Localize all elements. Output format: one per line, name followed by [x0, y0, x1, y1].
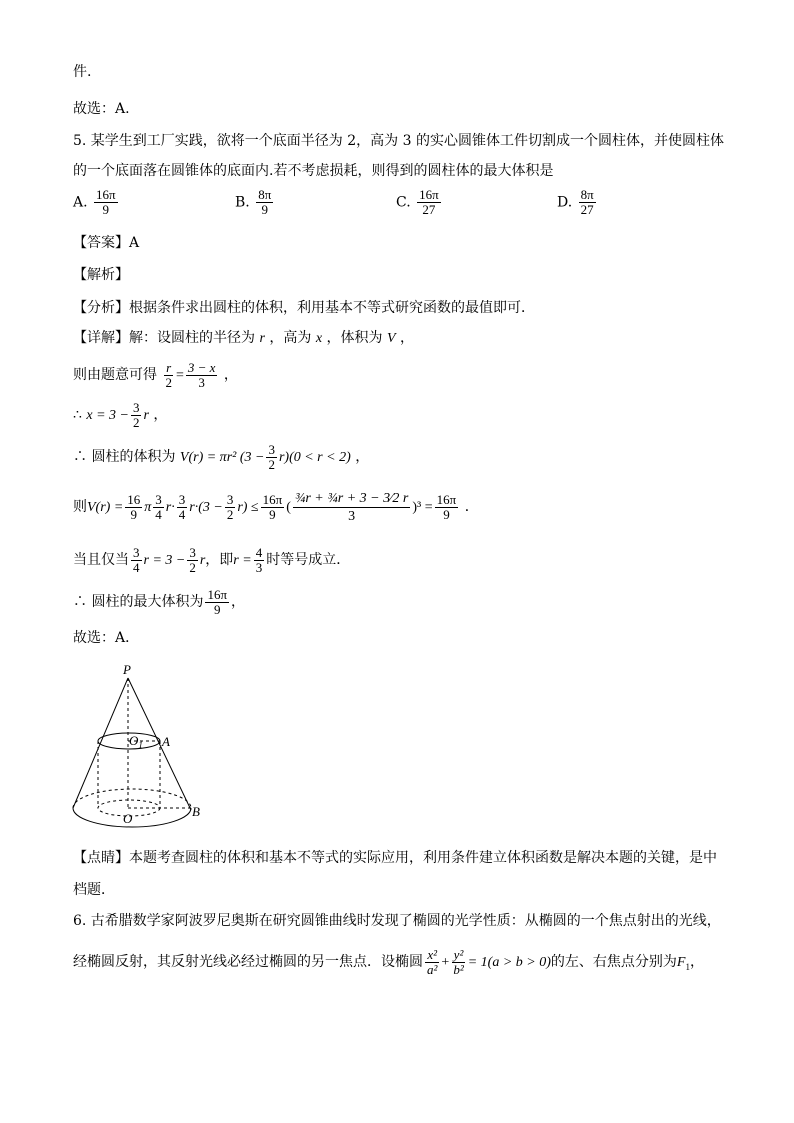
label-O1 [129, 733, 143, 750]
fraction [225, 493, 236, 522]
numerator: x² [427, 946, 438, 962]
question-5-line-1: 5. 某学生到工厂实践，欲将一个底面半径为 2，高为 3 的实心圆锥体工件切割成一个圆柱体，并使圆柱体 [73, 133, 724, 149]
text: ， [153, 407, 168, 423]
numerator: 4 [255, 544, 263, 560]
text: 经椭圆反射，其反射光线必经过椭圆的另一焦点．设椭圆 [73, 954, 423, 970]
text: ，高为 [269, 330, 312, 346]
denominator: 3 [348, 508, 356, 524]
numerator: 3 [155, 491, 162, 507]
cone-cylinder-figure [66, 660, 216, 835]
text: 时等号成立． [266, 552, 351, 568]
label-O: O [123, 811, 133, 826]
math-var: V [386, 331, 396, 346]
numerator: ¾r + ¾r + 3 − 3⁄2 r [294, 490, 409, 506]
denominator: 4 [178, 506, 186, 522]
fraction [131, 546, 142, 575]
numerator: 16 [127, 491, 141, 507]
denominator: a² [427, 961, 438, 977]
numerator: 8π [258, 187, 272, 202]
math-symbol: + [441, 955, 450, 970]
remark-line-1: 【点睛】本题考查圆柱的体积和基本不等式的实际应用，利用条件建立体积函数是解决本题的关键，是中 [73, 850, 717, 866]
text: 则由题意可得 [73, 367, 157, 383]
fraction [266, 443, 277, 472]
numerator: 16π [96, 187, 116, 202]
step-5 [73, 543, 350, 578]
math-expr: r·(3 − [189, 500, 223, 515]
math-var: r [143, 408, 149, 423]
fraction [125, 493, 142, 522]
denominator: 9 [443, 506, 450, 522]
denominator: 2 [268, 456, 275, 472]
detail-line [73, 328, 414, 349]
option-d [557, 188, 598, 217]
fraction [254, 546, 265, 575]
denominator: 2 [226, 506, 234, 522]
math-var: r [199, 553, 206, 568]
option-fraction [417, 188, 441, 217]
text: 【详解】解：设圆柱的半径为 [73, 330, 255, 346]
option-label: C. [396, 194, 411, 211]
text: ，即 [205, 552, 234, 568]
numerator: 16π [207, 586, 228, 602]
numerator: 3 [268, 441, 275, 457]
fraction [187, 546, 198, 575]
text-line: 故选：A. [73, 101, 130, 117]
math-expr: V(r) = [87, 500, 124, 515]
text: ． [464, 499, 479, 515]
text: ， [689, 954, 704, 970]
numerator: 3 [189, 544, 196, 560]
option-b [235, 188, 275, 217]
fraction [163, 361, 174, 390]
fraction [451, 948, 465, 977]
denominator: 2 [165, 374, 172, 390]
question-5-line-2: 的一个底面落在圆锥体的底面内.若不考虑损耗，则得到的圆柱体的最大体积是 [73, 163, 554, 179]
cone-base-back [73, 789, 191, 808]
text: ， [231, 594, 246, 610]
math-var: F [676, 955, 686, 970]
math-expr: r = 3 − [143, 553, 186, 568]
label-O1-sub: 1 [138, 740, 143, 750]
option-fraction [94, 188, 118, 217]
numerator: 8π [580, 187, 594, 202]
text: ， [223, 367, 238, 383]
fraction [131, 401, 142, 430]
denominator: 9 [269, 506, 276, 522]
denominator: b² [453, 961, 464, 977]
step-2 [73, 398, 167, 433]
options-row [73, 188, 723, 228]
label-O1-main: O [129, 733, 139, 748]
label-B: B [192, 804, 200, 819]
text-line: 件. [73, 64, 92, 80]
denominator: 2 [132, 414, 140, 430]
text: 的左、右焦点分别为 [550, 954, 677, 970]
step-1 [73, 358, 238, 393]
math-expr: r = [233, 553, 252, 568]
option-fraction [579, 188, 596, 217]
numerator: 3 [132, 399, 140, 415]
fraction [186, 361, 218, 390]
text: ， [355, 449, 370, 465]
text: ，体积为 [326, 330, 383, 346]
question-6-line-2 [73, 940, 704, 989]
text: ， [399, 330, 414, 346]
fraction [261, 493, 285, 522]
analysis-summary: 【分析】根据条件求出圆柱的体积，利用基本不等式研究函数的最值即可． [73, 300, 535, 316]
denominator: 9 [130, 506, 138, 522]
fraction [177, 493, 188, 522]
denominator: 4 [133, 559, 140, 575]
option-label: A. [73, 194, 88, 211]
text: 则 [73, 499, 87, 515]
fraction [425, 948, 439, 977]
question-6-line-1: 6. 古希腊数学家阿波罗尼奥斯在研究圆锥曲线时发现了椭圆的光学性质：从椭圆的一个焦点射出的光线， [73, 913, 721, 929]
math-subscript: 1 [685, 961, 690, 972]
text: ∴ 圆柱的体积为 [73, 449, 176, 465]
math-var: r [259, 331, 265, 346]
step-6 [73, 585, 245, 619]
math-symbol: = [175, 368, 184, 383]
math-expr: r· [165, 500, 175, 515]
denominator: 3 [255, 559, 263, 575]
denominator: 9 [213, 601, 221, 617]
denominator: 9 [261, 202, 268, 217]
step-4 [73, 485, 479, 530]
fraction [435, 493, 459, 522]
remark-line-2: 档题． [73, 882, 115, 898]
cone-edge-left [73, 678, 128, 808]
numerator: 16π [262, 491, 283, 507]
fraction [153, 493, 164, 522]
math-expr: x = 3 − [86, 408, 129, 423]
option-label: D. [557, 194, 573, 211]
step-3 [73, 440, 369, 475]
denominator: 9 [102, 202, 110, 217]
math-symbol: π [144, 500, 152, 515]
answer-line: 【答案】A [73, 235, 140, 251]
big-fraction [293, 490, 411, 525]
numerator: y² [453, 946, 464, 962]
math-symbol: )³ = [412, 500, 433, 515]
numerator: 3 [178, 491, 186, 507]
numerator: 3 [226, 491, 234, 507]
denominator: 4 [155, 506, 162, 522]
label-A: A [162, 734, 170, 749]
numerator: 3 − x [187, 359, 216, 375]
option-label: B. [235, 194, 250, 211]
fraction [205, 588, 229, 617]
option-c [396, 188, 443, 217]
denominator: 3 [198, 374, 205, 390]
math-expr: r) ≤ [237, 500, 259, 515]
numerator: 16π [436, 491, 457, 507]
math-var: x [315, 331, 323, 346]
math-symbol: ( [286, 500, 291, 515]
option-a [73, 188, 120, 217]
numerator: r [166, 359, 172, 375]
math-expr: = 1(a > b > 0) [467, 955, 551, 970]
math-expr: r)(0 < r < 2) [278, 450, 351, 465]
denominator: 2 [189, 559, 196, 575]
numerator: 16π [419, 187, 439, 202]
text: ∴ 圆柱的最大体积为 [73, 594, 204, 610]
math-expr: V(r) = πr² (3 − [179, 450, 265, 465]
label-P: P [123, 662, 131, 677]
analysis-heading: 【解析】 [73, 267, 129, 283]
choose-line: 故选：A． [73, 630, 140, 646]
numerator: 3 [133, 544, 140, 560]
text: ∴ [73, 407, 82, 423]
option-fraction [256, 188, 273, 217]
denominator: 27 [422, 202, 436, 217]
denominator: 27 [580, 202, 594, 217]
text: 当且仅当 [73, 552, 129, 568]
